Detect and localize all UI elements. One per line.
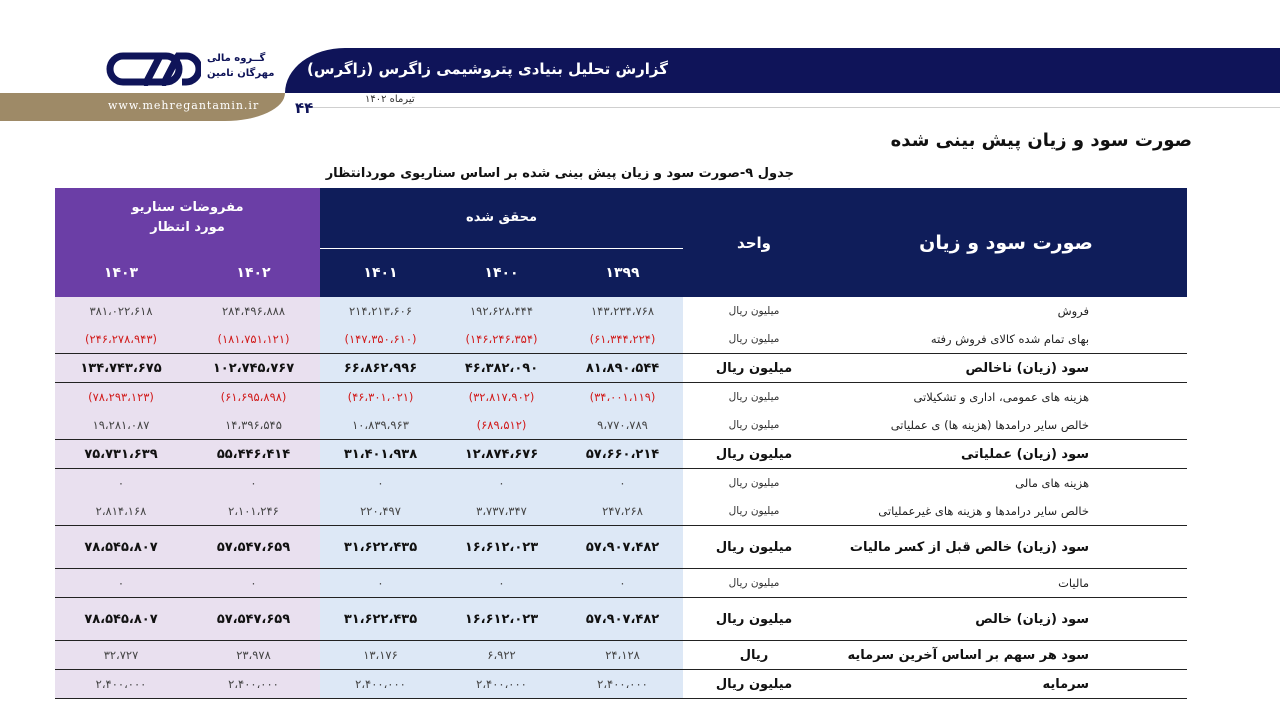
cell-1403: ۰ [55, 569, 187, 598]
cell-1402: ۵۷،۵۴۷،۶۵۹ [187, 526, 320, 569]
cell-1400: ۱۹۲،۶۲۸،۴۴۴ [441, 297, 562, 325]
page-number: ۴۴ [295, 99, 314, 117]
cell-1402: ۲،۱۰۱،۲۴۶ [187, 497, 320, 526]
cell-unit: میلیون ریال [683, 440, 825, 469]
cell-1400: (۱۴۶،۲۴۶،۳۵۴) [441, 325, 562, 354]
logo-text-group: گــروه مالی [207, 53, 266, 64]
cell-unit: میلیون ریال [728, 333, 780, 345]
cell-1403: ۷۸،۵۴۵،۸۰۷ [55, 526, 187, 569]
cell-label: هزینه های عمومی، اداری و تشکیلاتی [913, 390, 1090, 404]
cell-1403: ۱۳۴،۷۴۳،۶۷۵ [55, 354, 187, 383]
table-row-capital [55, 670, 1187, 699]
cell-1403: (۲۴۶،۲۷۸،۹۴۳) [55, 325, 187, 354]
table-caption: جدول ۹-صورت سود و زیان پیش بینی شده بر اساس سناریوی موردانتظار [325, 166, 794, 181]
cell-1400: ۱۲،۸۷۴،۶۷۶ [441, 440, 562, 469]
cell-1399: (۳۴،۰۰۱،۱۱۹) [562, 383, 683, 412]
cell-1399: ۲۴،۱۲۸ [562, 641, 683, 670]
cell-1403: ۱۹،۲۸۱،۰۸۷ [55, 411, 187, 440]
cell-1399: ۱۴۳،۲۳۴،۷۶۸ [562, 297, 683, 325]
cell-1399: ۲،۴۰۰،۰۰۰ [562, 670, 683, 699]
header-actual-group: محقق شده [320, 188, 683, 249]
cell-1402: ۱۴،۳۹۶،۵۴۵ [187, 411, 320, 440]
cell-1401: (۱۴۷،۳۵۰،۶۱۰) [320, 325, 441, 354]
cell-1401: ۱۰،۸۳۹،۹۶۳ [320, 411, 441, 440]
website-url[interactable]: www.mehregantamin.ir [108, 99, 260, 112]
cell-1400: ۳،۷۳۷،۳۴۷ [441, 497, 562, 526]
cell-unit: میلیون ریال [728, 419, 780, 431]
cell-1402: ۰ [187, 569, 320, 598]
cell-1400: ۱۶،۶۱۲،۰۲۳ [441, 526, 562, 569]
table-row-sales [55, 297, 1187, 325]
cell-1399: ۵۷،۹۰۷،۴۸۲ [562, 598, 683, 641]
cell-1401: (۴۶،۳۰۱،۰۲۱) [320, 383, 441, 412]
header-divider [300, 107, 1280, 108]
cell-label: سود هر سهم بر اساس آخرین سرمایه [825, 641, 1187, 670]
cell-unit: میلیون ریال [683, 354, 825, 383]
cell-1403: ۰ [55, 469, 187, 498]
cell-unit: میلیون ریال [728, 577, 780, 589]
cell-label: سود (زیان) ناخالص [825, 354, 1187, 383]
header-forecast-line2: مورد انتظار [150, 220, 225, 236]
cell-1403: ۷۵،۷۳۱،۶۳۹ [55, 440, 187, 469]
cell-1401: ۳۱،۶۲۲،۴۳۵ [320, 598, 441, 641]
cell-1401: ۳۱،۶۲۲،۴۳۵ [320, 526, 441, 569]
cell-unit: میلیون ریال [728, 505, 780, 517]
cell-1402: ۲۳،۹۷۸ [187, 641, 320, 670]
header-year-1403: ۱۴۰۳ [55, 249, 187, 298]
cell-label: خالص سایر درامدها و هزینه های غیرعملیاتی [878, 504, 1090, 518]
cell-1400: ۲،۴۰۰،۰۰۰ [441, 670, 562, 699]
table-row-non-operating [55, 497, 1187, 526]
cell-unit: میلیون ریال [683, 526, 825, 569]
cell-1401: ۳۱،۴۰۱،۹۳۸ [320, 440, 441, 469]
cell-1399: (۶۱،۳۴۴،۲۲۴) [562, 325, 683, 354]
cell-1403: ۲،۴۰۰،۰۰۰ [55, 670, 187, 699]
cell-label: هزینه های مالی [1015, 476, 1090, 490]
cell-1402: (۱۸۱،۷۵۱،۱۲۱) [187, 325, 320, 354]
cell-unit: میلیون ریال [728, 391, 780, 403]
cell-1403: ۳۲،۷۲۷ [55, 641, 187, 670]
table-row-finance-costs [55, 469, 1187, 498]
header-forecast-group [55, 188, 320, 249]
mehregan-logo-icon [106, 52, 201, 86]
table-row-admin-expenses [55, 383, 1187, 412]
cell-1399: ۵۷،۶۶۰،۲۱۴ [562, 440, 683, 469]
cell-1402: ۵۵،۴۴۶،۴۱۴ [187, 440, 320, 469]
cell-unit: میلیون ریال [728, 477, 780, 489]
header-unit: واحد [683, 188, 825, 297]
cell-1403: ۳۸۱،۰۲۲،۶۱۸ [55, 297, 187, 325]
cell-1402: (۶۱،۶۹۵،۸۹۸) [187, 383, 320, 412]
header-year-1400: ۱۴۰۰ [441, 249, 562, 298]
cell-unit: میلیون ریال [683, 598, 825, 641]
cell-1399: ۵۷،۹۰۷،۴۸۲ [562, 526, 683, 569]
cell-1403: (۷۸،۲۹۳،۱۲۳) [55, 383, 187, 412]
section-title: صورت سود و زیان پیش بینی شده [890, 130, 1192, 151]
cell-unit: ریال [683, 641, 825, 670]
cell-1399: ۹،۷۷۰،۷۸۹ [562, 411, 683, 440]
cell-1402: ۲۸۴،۴۹۶،۸۸۸ [187, 297, 320, 325]
header-year-1399: ۱۳۹۹ [562, 249, 683, 298]
income-statement-table [55, 188, 1187, 699]
cell-1400: ۴۶،۳۸۲،۰۹۰ [441, 354, 562, 383]
header-item: صورت سود و زیان [825, 188, 1187, 297]
cell-1401: ۲۲۰،۴۹۷ [320, 497, 441, 526]
cell-1401: ۰ [320, 569, 441, 598]
cell-1399: ۸۱،۸۹۰،۵۴۴ [562, 354, 683, 383]
table-row-eps [55, 641, 1187, 670]
cell-1402: ۵۷،۵۴۷،۶۵۹ [187, 598, 320, 641]
cell-1403: ۲،۸۱۴،۱۶۸ [55, 497, 187, 526]
cell-label: خالص سایر درامدها (هزینه ها) ی عملیاتی [890, 418, 1090, 432]
cell-1399: ۰ [562, 569, 683, 598]
header-year-1402: ۱۴۰۲ [187, 249, 320, 298]
table-row-tax [55, 569, 1187, 598]
report-title: گزارش تحلیل بنیادی پتروشیمی زاگرس (زاگرس) [307, 60, 668, 78]
logo-text-brand: مهرگان تامین [207, 68, 275, 79]
cell-1400: (۶۸۹،۵۱۲) [441, 411, 562, 440]
table-row-cogs [55, 325, 1187, 354]
cell-label: سود (زیان) عملیاتی [825, 440, 1187, 469]
cell-label: مالیات [1058, 576, 1090, 590]
cell-unit: میلیون ریال [683, 670, 825, 699]
table-row-net-profit [55, 598, 1187, 641]
header-forecast-line1: مفروضات سناریو [131, 200, 244, 216]
table-row-operating-profit [55, 440, 1187, 469]
cell-1400: ۱۶،۶۱۲،۰۲۳ [441, 598, 562, 641]
header-year-1401: ۱۴۰۱ [320, 249, 441, 298]
table-row-other-operating [55, 411, 1187, 440]
table-row-profit-before-tax [55, 526, 1187, 569]
cell-1401: ۱۳،۱۷۶ [320, 641, 441, 670]
cell-1400: (۳۲،۸۱۷،۹۰۲) [441, 383, 562, 412]
cell-1402: ۰ [187, 469, 320, 498]
cell-unit: میلیون ریال [728, 305, 780, 317]
cell-1400: ۰ [441, 569, 562, 598]
cell-1403: ۷۸،۵۴۵،۸۰۷ [55, 598, 187, 641]
cell-1401: ۲۱۴،۲۱۳،۶۰۶ [320, 297, 441, 325]
cell-1400: ۶،۹۲۲ [441, 641, 562, 670]
cell-label: سود (زیان) خالص [825, 598, 1187, 641]
cell-1399: ۲۴۷،۲۶۸ [562, 497, 683, 526]
cell-1401: ۲،۴۰۰،۰۰۰ [320, 670, 441, 699]
cell-label: بهای تمام شده کالای فروش رفته [930, 332, 1090, 346]
cell-label: سود (زیان) خالص قبل از کسر مالیات [825, 526, 1187, 569]
report-date: تیرماه ۱۴۰۲ [365, 94, 415, 105]
cell-1401: ۰ [320, 469, 441, 498]
cell-1402: ۲،۴۰۰،۰۰۰ [187, 670, 320, 699]
cell-label: سرمایه [825, 670, 1187, 699]
table-row-gross-profit [55, 354, 1187, 383]
cell-1402: ۱۰۲،۷۴۵،۷۶۷ [187, 354, 320, 383]
cell-1400: ۰ [441, 469, 562, 498]
cell-1399: ۰ [562, 469, 683, 498]
cell-1401: ۶۶،۸۶۲،۹۹۶ [320, 354, 441, 383]
cell-label: فروش [1057, 304, 1090, 318]
